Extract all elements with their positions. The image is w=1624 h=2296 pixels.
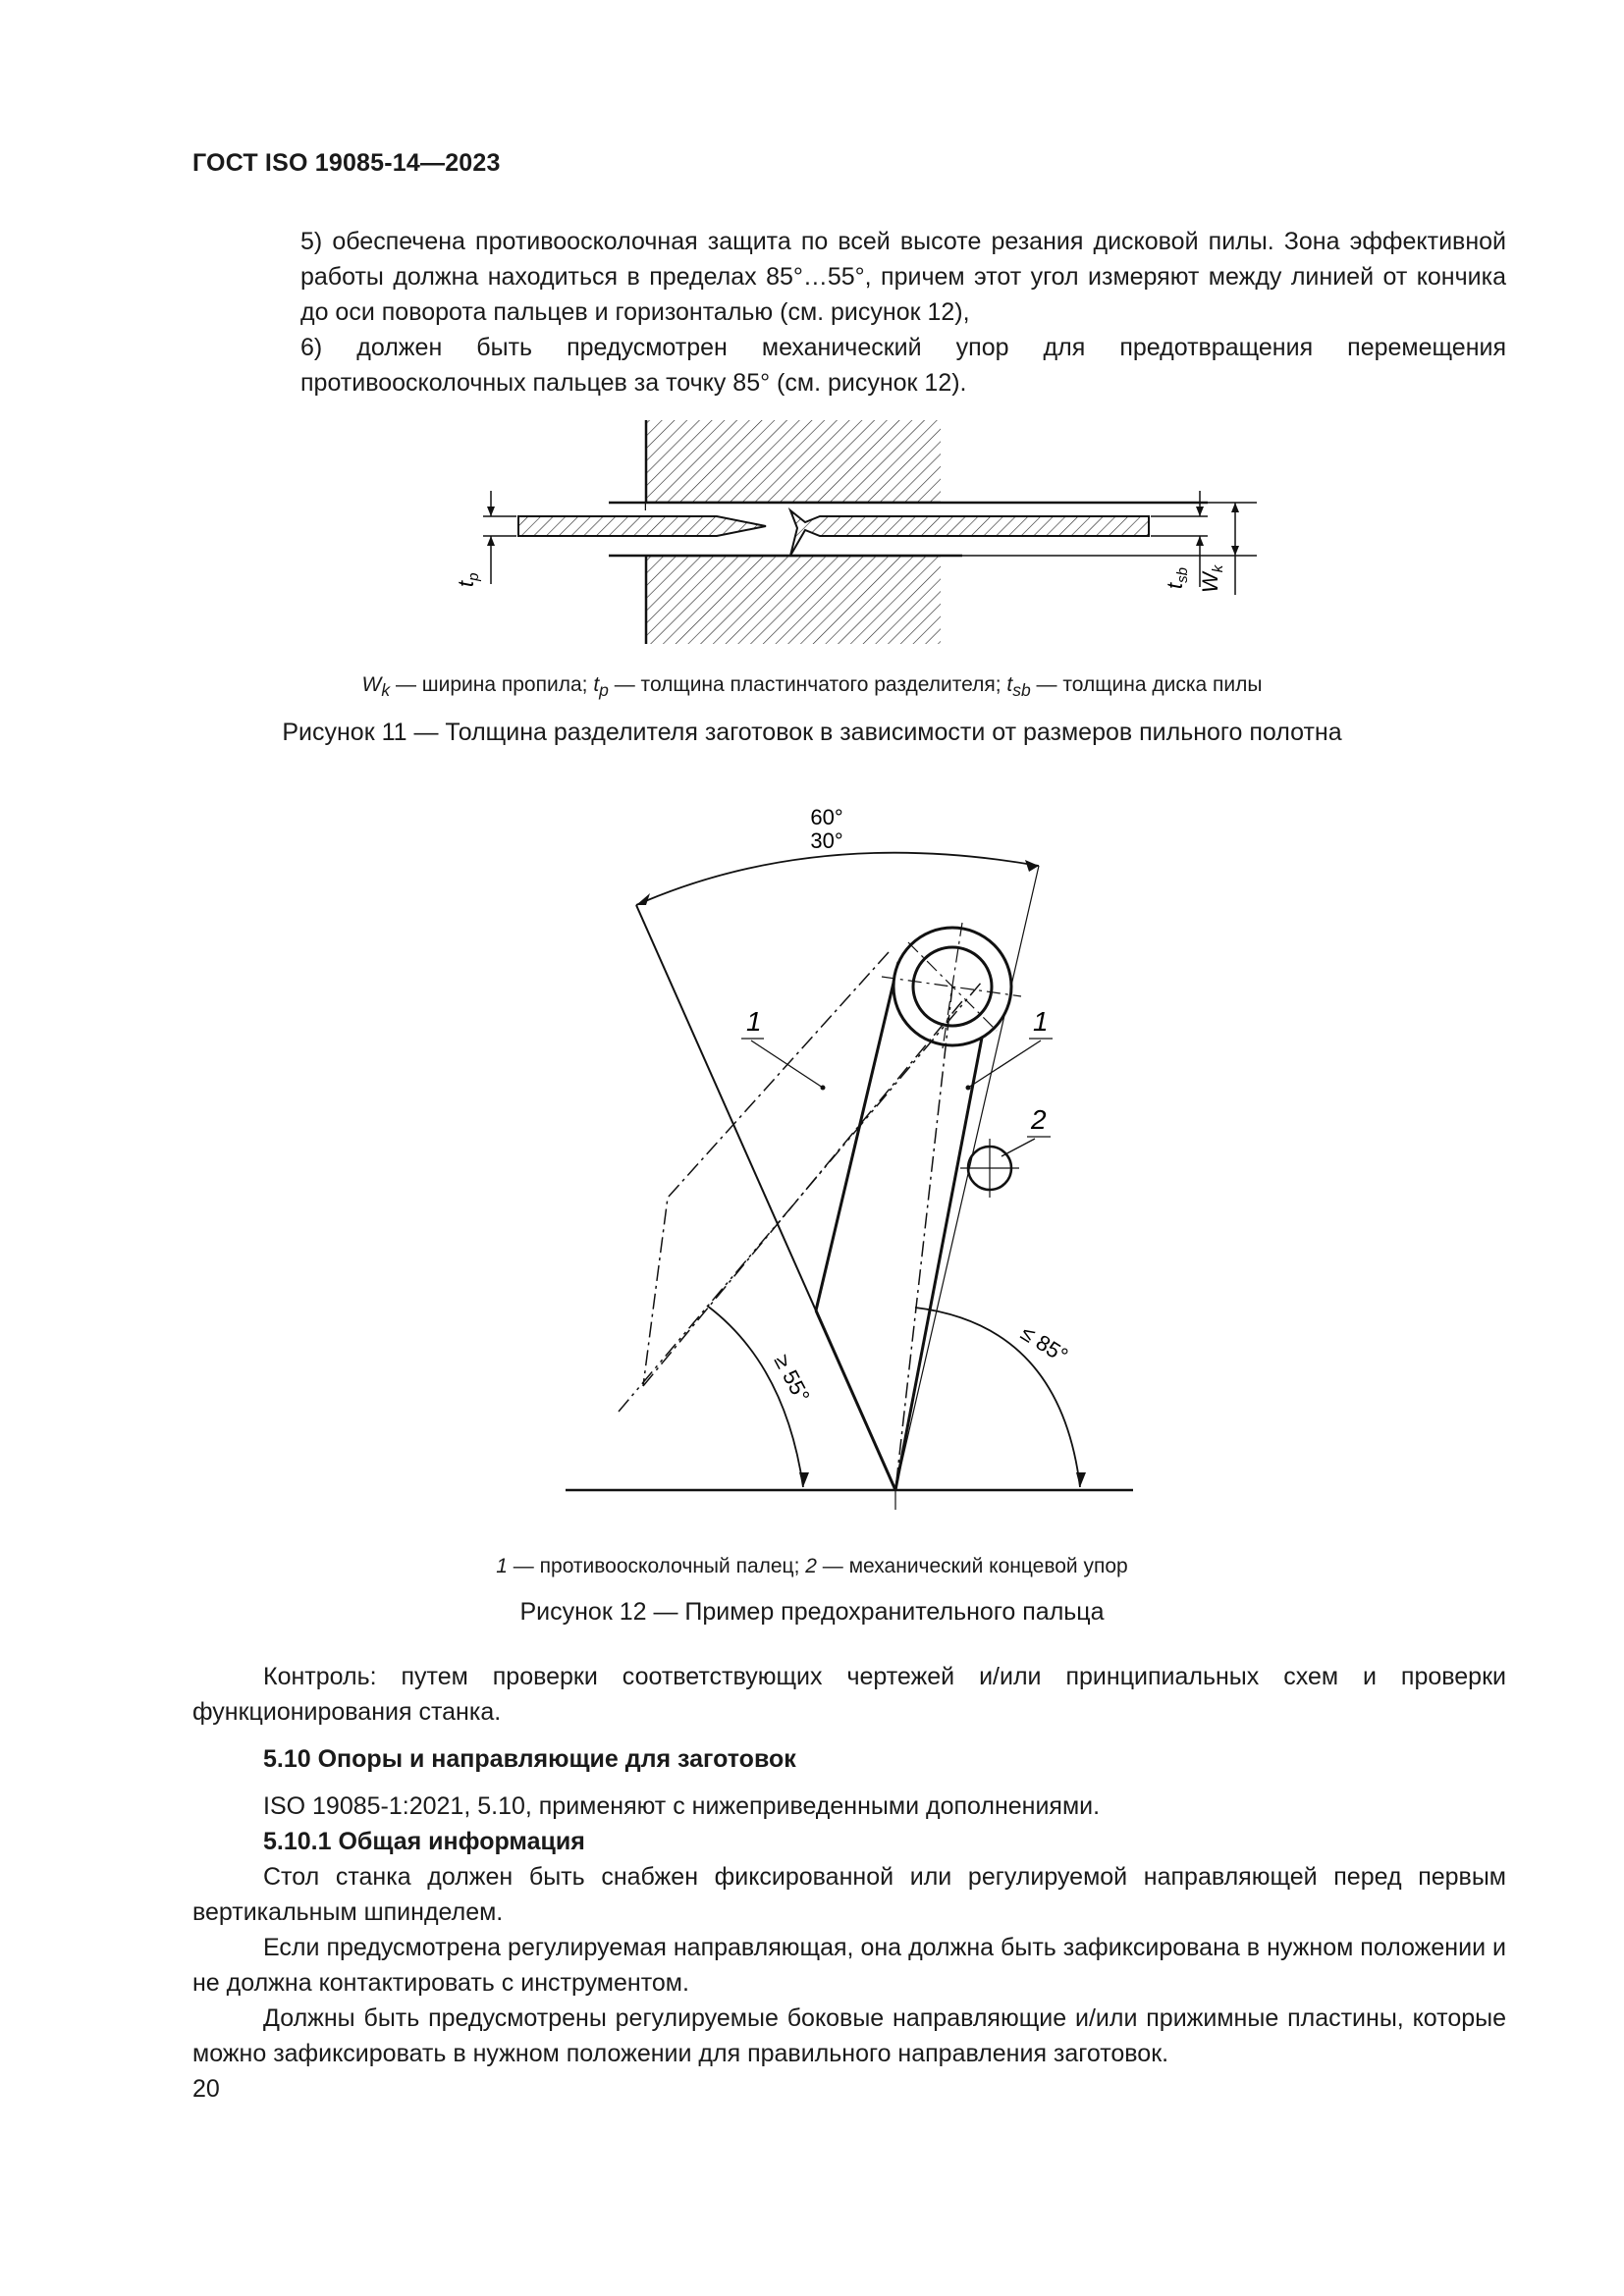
body-paragraph: Должны быть предусмотрены регулируемые боковые направляющие и/или прижимные пластины, которые можно зафиксировать в нужном положении для правильного направления заготовок. [192, 2004, 1506, 2067]
tsb-label: $t_{sb}$ [1163, 567, 1191, 589]
subsection-heading: 5.10.1 Общая информация [263, 1828, 585, 1855]
upper-hatched-block [646, 420, 941, 510]
list-item-6: 6) должен быть предусмотрен механический упор для предотвращения перемещения противоосколочных пальцев за точку 85° (см. рисунок 12). [300, 334, 1506, 397]
control-paragraph: Контроль: путем проверки соответствующих чертежей и/или принципиальных схем и проверки функционирования станка. [192, 1663, 1506, 1726]
figure-12-caption: Рисунок 12 — Пример предохранительного пальца [519, 1598, 1105, 1626]
finger-left-edge [816, 1310, 895, 1490]
section-intro: ISO 19085-1:2021, 5.10, применяют с нижеприведенными дополнениями. [263, 1792, 1101, 1820]
body-paragraph: Стол станка должен быть снабжен фиксированной или регулируемой направляющей перед первым вертикальным шпинделем. [192, 1863, 1506, 1926]
item-1-left-label: 1 [746, 1006, 762, 1037]
top-angle-arc [636, 853, 1039, 905]
intro-list [300, 224, 1506, 400]
figure-11-caption: Рисунок 11 — Толщина разделителя заготовок в зависимости от размеров пильного полотна [282, 719, 1342, 746]
item-1-right-label: 1 [1033, 1006, 1049, 1037]
phantom-finger-outline [643, 952, 889, 1386]
figure-12-drawing [550, 795, 1159, 1512]
list-item-5: 5) обеспечена противоосколочная защита по всей высоте резания дисковой пилы. Зона эффективной работы должна находиться в пределах 85°…55°, причем этот угол измеряют между линией от кончика до оси поворота пальцев и горизонталью (см. рисунок 12), [300, 228, 1506, 326]
tp-label: $t_p$ [454, 572, 482, 587]
wk-label: $W_k$ [1198, 564, 1226, 593]
body-text [192, 1659, 1506, 2071]
section-heading: 5.10 Опоры и направляющие для заготовок [263, 1745, 796, 1773]
max-angle-label: ≤ 85° [1016, 1320, 1073, 1368]
figure-12-legend: 1 — противоосколочный палец; 2 — механический концевой упор [496, 1555, 1128, 1577]
item-2-label: 2 [1031, 1104, 1047, 1135]
page-number: 20 [192, 2075, 220, 2103]
figure-11-legend: $W_k$ — ширина пропила; $t_p$ — толщина пластинчатого разделителя; $t_{sb}$ — толщина диска пилы [361, 673, 1263, 701]
document-header: ГОСТ ISO 19085-14—2023 [192, 149, 501, 177]
figure-11-drawing [432, 412, 1276, 648]
angle-30-label: 30° [810, 828, 843, 853]
min-angle-label: ≥ 55° [769, 1350, 815, 1407]
max-angle-arc [915, 1308, 1080, 1487]
body-paragraph: Если предусмотрена регулируемая направляющая, она должна быть зафиксирована в нужном положении и не должна контактировать с инструментом. [192, 1934, 1506, 1997]
lower-hatched-block [646, 556, 941, 644]
angle-60-label: 60° [810, 805, 843, 829]
riving-knife [518, 516, 766, 536]
